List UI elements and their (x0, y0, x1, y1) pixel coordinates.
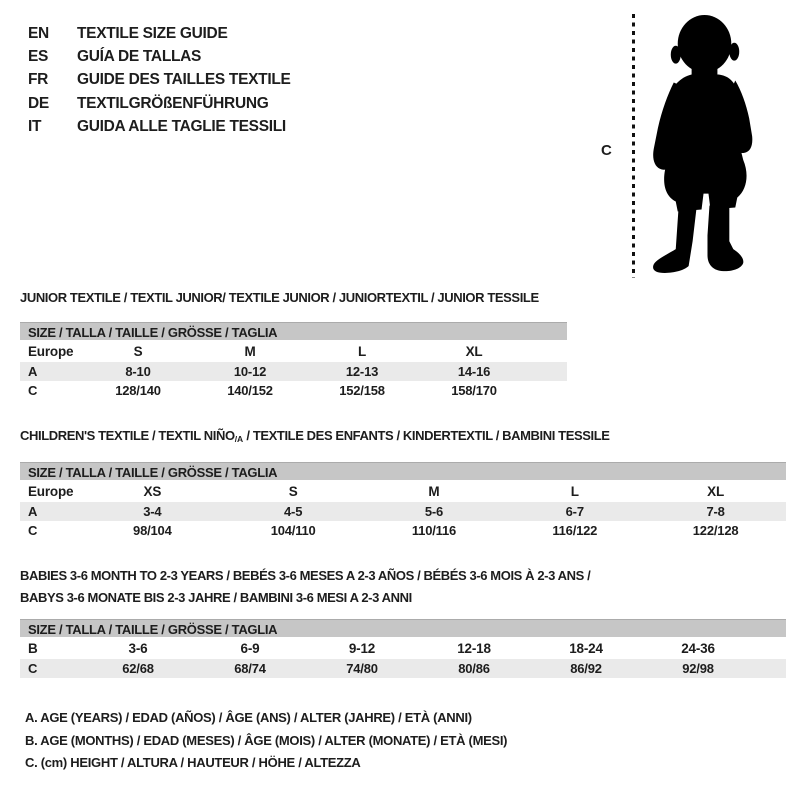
age-cell: 5-6 (424, 504, 444, 519)
height-cell: 68/74 (234, 661, 266, 676)
babies-section-title (20, 565, 590, 609)
junior-size-table (20, 322, 567, 400)
row-label: C (28, 383, 38, 398)
language-row-es (28, 45, 291, 68)
height-measure-label-c: C (601, 142, 612, 159)
height-cell: 116/122 (552, 523, 598, 538)
height-cell: 86/92 (570, 661, 602, 676)
size-cell: M (428, 483, 440, 499)
toddler-silhouette (644, 10, 769, 278)
table-row-height (20, 381, 567, 400)
table-row-age (20, 502, 786, 521)
language-code: IT (28, 118, 42, 136)
row-label: B (28, 640, 38, 656)
guide-title-es: GUÍA DE TALLAS (77, 48, 202, 66)
language-row-de (28, 92, 291, 115)
months-cell: 24-36 (681, 640, 715, 656)
row-label: A (28, 364, 38, 379)
age-cell: 7-8 (706, 504, 725, 519)
children-title-post: / TEXTILE DES ENFANTS / KINDERTEXTIL / BAMBINI TESSILE (243, 428, 610, 443)
months-cell: 3-6 (128, 640, 148, 656)
children-title-pre: CHILDREN'S TEXTILE / TEXTIL NIÑO (20, 428, 235, 443)
guide-title-en: TEXTILE SIZE GUIDE (77, 24, 228, 42)
height-cell: 128/140 (115, 383, 161, 398)
footnote-legend (25, 710, 507, 778)
height-cell: 110/116 (411, 523, 457, 538)
months-cell: 9-12 (348, 640, 376, 656)
language-code: DE (28, 94, 49, 112)
table-row-europe (20, 340, 567, 362)
table-row-europe (20, 480, 786, 502)
row-label: Europe (28, 343, 74, 359)
height-cell: 74/80 (346, 661, 378, 676)
height-cell: 104/110 (270, 523, 316, 538)
height-cell: 158/170 (451, 383, 497, 398)
babies-title-line1: BABIES 3-6 MONTH TO 2-3 YEARS / BEBÉS 3-6 MESES A 2-3 AÑOS / BÉBÉS 3-6 MOIS À 2-3 ANS / (20, 568, 591, 583)
height-cell: 140/152 (227, 383, 273, 398)
age-cell: 8-10 (125, 364, 151, 379)
language-row-fr (28, 69, 291, 92)
row-label: Europe (28, 483, 74, 499)
guide-title-de: TEXTILGRÖßENFÜHRUNG (77, 94, 269, 112)
footnote-b-age-months: B. AGE (MONTHS) / EDAD (MESES) / ÂGE (MOIS) / ALTER (MONATE) / ETÀ (MESI) (25, 732, 508, 748)
height-cell: 92/98 (682, 661, 714, 676)
footnote-c-height-cm: C. (cm) HEIGHT / ALTURA / HAUTEUR / HÖHE / ALTEZZA (25, 755, 361, 770)
language-code: ES (28, 48, 49, 66)
guide-title-it: GUIDA ALLE TAGLIE TESSILI (77, 118, 286, 136)
language-row-it (28, 116, 291, 139)
size-cell: XL (707, 483, 724, 499)
months-cell: 12-18 (457, 640, 491, 656)
age-cell: 6-7 (565, 504, 584, 519)
footnote-a-age-years: A. AGE (YEARS) / EDAD (AÑOS) / ÂGE (ANS) / ALTER (JAHRE) / ETÀ (ANNI) (25, 710, 472, 725)
babies-title-line2: BABYS 3-6 MONATE BIS 2-3 JAHRE / BAMBINI 3-6 MESI A 2-3 ANNI (20, 590, 412, 605)
months-cell: 18-24 (569, 640, 603, 656)
size-cell: L (357, 343, 367, 359)
children-section-title (20, 428, 610, 444)
age-cell: 12-13 (345, 364, 379, 379)
height-cell: 152/158 (339, 383, 385, 398)
age-cell: 14-16 (457, 364, 491, 379)
language-row-en (28, 22, 291, 45)
size-cell: S (288, 483, 298, 499)
row-label: A (28, 504, 38, 519)
age-cell: 10-12 (233, 364, 267, 379)
language-code: EN (28, 24, 49, 42)
row-label: C (28, 661, 38, 676)
size-header-bar: SIZE / TALLA / TAILLE / GRÖSSE / TAGLIA (20, 619, 786, 637)
size-header-bar: SIZE / TALLA / TAILLE / GRÖSSE / TAGLIA (20, 322, 567, 340)
babies-size-table (20, 619, 786, 678)
age-cell: 4-5 (284, 504, 303, 519)
height-cell: 122/128 (692, 523, 739, 538)
children-title-subscript: /A (234, 434, 244, 444)
size-cell: XS (143, 483, 162, 499)
height-measure-dashed-line (632, 14, 635, 278)
size-cell: M (244, 343, 256, 359)
size-cell: L (570, 483, 579, 499)
age-cell: 3-4 (143, 504, 162, 519)
table-row-age (20, 362, 567, 381)
height-cell: 62/68 (122, 661, 154, 676)
size-header-bar: SIZE / TALLA / TAILLE / GRÖSSE / TAGLIA (20, 462, 786, 480)
table-row-height (20, 521, 786, 540)
table-row-months (20, 637, 786, 659)
height-cell: 98/104 (133, 523, 172, 538)
months-cell: 6-9 (240, 640, 260, 656)
language-title-list (28, 22, 291, 139)
junior-section-title: JUNIOR TEXTILE / TEXTIL JUNIOR/ TEXTILE JUNIOR / JUNIORTEXTIL / JUNIOR TESSILE (20, 290, 539, 305)
children-size-table (20, 462, 786, 540)
size-cell: XL (465, 343, 483, 359)
size-cell: S (133, 343, 143, 359)
row-label: C (28, 523, 38, 538)
height-cell: 80/86 (458, 661, 490, 676)
guide-title-fr: GUIDE DES TAILLES TEXTILE (77, 71, 291, 89)
language-code: FR (28, 71, 49, 89)
table-row-height (20, 659, 786, 678)
